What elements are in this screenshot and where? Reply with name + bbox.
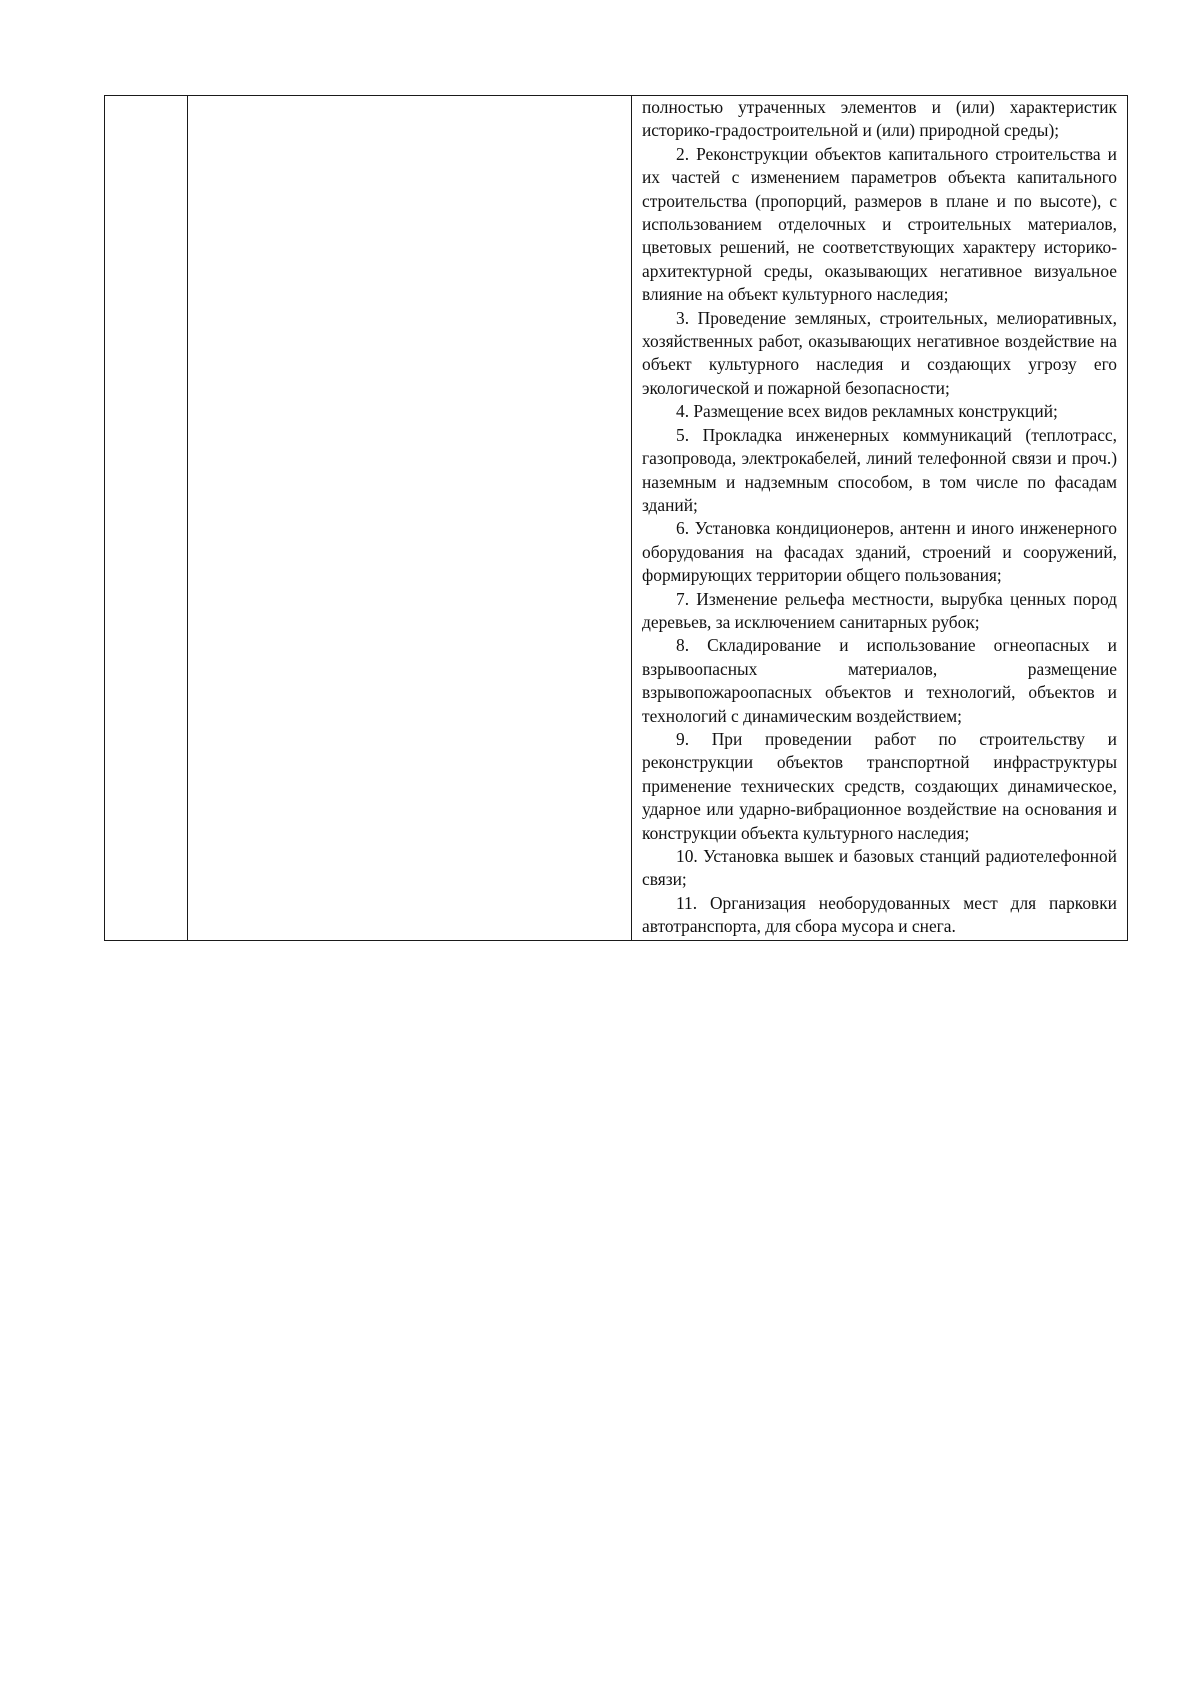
restrictions-cell <box>632 96 1128 941</box>
table-row <box>105 96 1128 941</box>
restriction-item-5: 5. Прокладка инженерных коммуникаций (теплотрасс, газопровода, электрокабелей, линий телефонной связи и проч.) наземным и надземным способом, в том числе по фасадам зданий; <box>642 424 1117 515</box>
restrictions-text <box>642 96 1117 939</box>
restriction-item-10: 10. Установка вышек и базовых станций радиотелефонной связи; <box>642 846 1117 890</box>
continuation-paragraph: полностью утраченных элементов и (или) характеристик историко-градостроительной и (или) природной среды); <box>642 97 1117 141</box>
restrictions-table <box>104 95 1128 941</box>
restriction-item-8: 8. Складирование и использование огнеопасных и взрывоопасных материалов, размещение взрывопожароопасных объектов и технологий, объектов и технологий с динамическим воздействием; <box>642 635 1117 726</box>
zone-description-cell <box>188 96 632 941</box>
restriction-item-4: 4. Размещение всех видов рекламных конструкций; <box>676 401 1058 422</box>
number-cell <box>105 96 188 941</box>
restriction-item-9: 9. При проведении работ по строительству и реконструкции объектов транспортной инфраструктуры применение технических средств, создающих динамическое, ударное или ударно-вибрационное воздействие на основания и конструкции объекта культурного наследия; <box>642 728 1117 843</box>
restriction-item-2: 2. Реконструкции объектов капитального строительства и их частей с изменением параметров объекта капитального строительства (пропорций, размеров в плане и по высоте), с использованием отделочных и строительных материалов, цветовых решений, не соответствующих характеру историко-архитектурной среды, оказывающих негативное визуальное влияние на объект культурного наследия; <box>642 143 1117 305</box>
restriction-item-6: 6. Установка кондиционеров, антенн и иного инженерного оборудования на фасадах зданий, строений и сооружений, формирующих территории общего пользования; <box>642 518 1117 586</box>
restriction-item-11: 11. Организация необорудованных мест для парковки автотранспорта, для сбора мусора и снега. <box>642 892 1117 937</box>
restriction-item-3: 3. Проведение земляных, строительных, мелиоративных, хозяйственных работ, оказывающих негативное воздействие на объект культурного наследия и создающих угрозу его экологической и пожарной безопасности; <box>642 307 1117 398</box>
restriction-item-7: 7. Изменение рельефа местности, вырубка ценных пород деревьев, за исключением санитарных рубок; <box>642 588 1117 632</box>
